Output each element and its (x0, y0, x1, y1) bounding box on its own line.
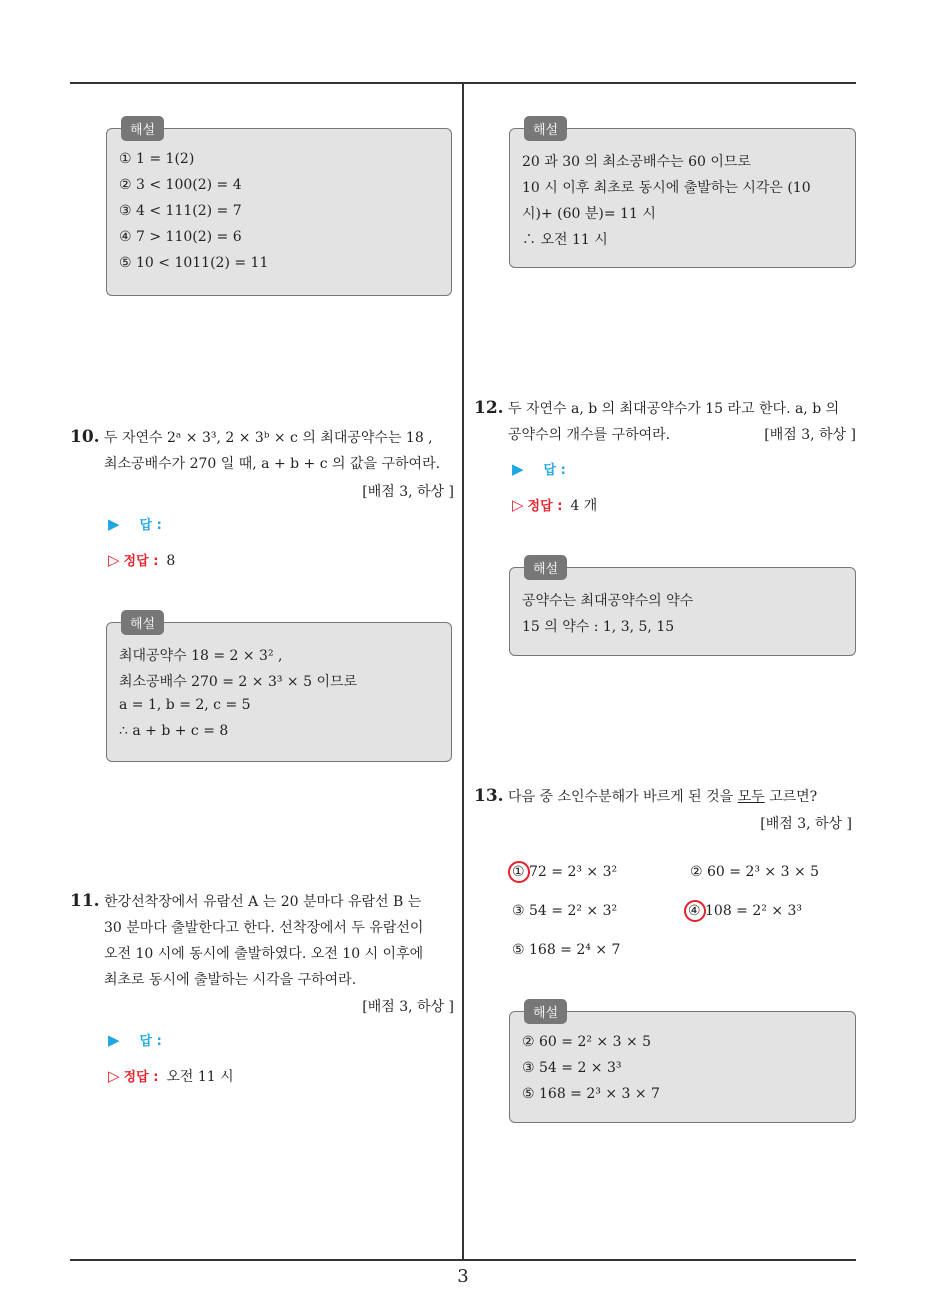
question-meta: [배점 3, 하상 ] (760, 816, 852, 832)
explanation-line: ① 1 = 1(2) (119, 151, 195, 167)
choice-1[interactable]: ① 72 = 2³ × 3² (512, 864, 618, 880)
question-text-underlined: 모두 (737, 789, 765, 805)
answer-label: 답 : (543, 463, 566, 478)
explanation-line: ② 3 < 100(2) = 4 (119, 177, 242, 193)
play-triangle-icon: ▶ (108, 1031, 120, 1049)
explanation-line: 최대공약수 18 = 2 × 3² , (119, 648, 283, 664)
answer-label: 답 : (139, 518, 162, 533)
answer-label: 답 : (139, 1034, 162, 1049)
correct-answer-row (108, 1066, 234, 1086)
question-number: 11. (70, 891, 100, 911)
explanation-line: ④ 7 > 110(2) = 6 (119, 229, 242, 245)
answer-row (108, 1030, 162, 1049)
explanation-line: 공약수는 최대공약수의 약수 (522, 593, 694, 609)
outline-triangle-icon: ▷ (108, 1067, 120, 1085)
question-13 (474, 783, 864, 810)
question-meta: [배점 3, 하상 ] (362, 999, 454, 1015)
answer-row (108, 514, 162, 533)
explanation-line: 15 의 약수 : 1, 3, 5, 15 (522, 619, 675, 635)
explanation-box-q11 (509, 123, 856, 268)
explanation-box-q9 (106, 123, 452, 296)
explanation-line: ∴ 오전 11 시 (522, 232, 608, 248)
explanation-line: ③ 54 = 2 × 3³ (522, 1060, 622, 1076)
question-text: 고르면? (764, 789, 818, 805)
question-text-line: 두 자연수 2ᵃ × 3³, 2 × 3ᵇ × c 의 최대공약수는 18 , (104, 430, 433, 446)
explanation-line: a = 1, b = 2, c = 5 (119, 697, 251, 713)
play-triangle-icon: ▶ (512, 460, 524, 478)
question-text-line: 최소공배수가 270 일 때, a + b + c 의 값을 구하여라. (104, 456, 441, 472)
choice-3[interactable]: ③ 54 = 2² × 3² (512, 903, 618, 919)
choice-5[interactable]: ⑤ 168 = 2⁴ × 7 (512, 942, 621, 958)
question-meta: [배점 3, 하상 ] (362, 484, 454, 500)
explanation-box-q12 (509, 562, 856, 656)
explanation-line: ② 60 = 2² × 3 × 5 (522, 1034, 652, 1050)
explanation-line: ∴ a + b + c = 8 (119, 723, 229, 739)
explanation-tag: 해설 (121, 610, 164, 635)
question-meta: [배점 3, 하상 ] (764, 427, 856, 443)
explanation-tag: 해설 (524, 116, 567, 141)
explanation-line: ③ 4 < 111(2) = 7 (119, 203, 242, 219)
question-number: 12. (474, 398, 504, 418)
question-number: 10. (70, 427, 100, 447)
outline-triangle-icon: ▷ (512, 496, 524, 514)
play-triangle-icon: ▶ (108, 515, 120, 533)
bottom-rule (70, 1259, 856, 1261)
question-10 (70, 424, 460, 477)
page-number: 3 (457, 1266, 469, 1287)
correct-answer-value: 4 개 (570, 498, 598, 514)
question-text-line: 공약수의 개수를 구하여라. (508, 427, 671, 443)
question-text-line: 오전 10 시에 동시에 출발하였다. 오전 10 시 이후에 (104, 946, 424, 962)
explanation-tag: 해설 (524, 999, 567, 1024)
question-number: 13. (474, 786, 504, 806)
explanation-line: 20 과 30 의 최소공배수는 60 이므로 (522, 154, 751, 170)
question-text-line: 최초로 동시에 출발하는 시각을 구하여라. (104, 972, 357, 988)
correct-answer-value: 8 (166, 553, 176, 569)
correct-answer-row (512, 495, 597, 515)
outline-triangle-icon: ▷ (108, 551, 120, 569)
question-11 (70, 888, 460, 993)
explanation-line: ⑤ 168 = 2³ × 3 × 7 (522, 1086, 660, 1102)
correct-answer-value: 오전 11 시 (166, 1069, 234, 1085)
explanation-line: ⑤ 10 < 1011(2) = 11 (119, 255, 269, 271)
answer-row (512, 459, 566, 478)
correct-label: 정답 : (123, 554, 159, 569)
correct-label: 정답 : (527, 499, 563, 514)
explanation-line: 최소공배수 270 = 2 × 3³ × 5 이므로 (119, 674, 358, 690)
explanation-tag: 해설 (524, 555, 567, 580)
explanation-line: 시)+ (60 분)= 11 시 (522, 206, 656, 222)
choice-2[interactable]: ② 60 = 2³ × 3 × 5 (690, 864, 820, 880)
choice-4[interactable]: ④ 108 = 2² × 3³ (688, 903, 803, 919)
correct-answer-row (108, 550, 175, 569)
correct-label: 정답 : (123, 1070, 159, 1085)
explanation-box-q13 (509, 1006, 856, 1123)
question-text-line: 한강선착장에서 유람선 A 는 20 분마다 유람선 B 는 (104, 894, 422, 910)
explanation-line: 10 시 이후 최초로 동시에 출발하는 시각은 (10 (522, 180, 811, 196)
column-divider (462, 82, 464, 1260)
question-text: 다음 중 소인수분해가 바르게 된 것을 (508, 789, 738, 805)
explanation-tag: 해설 (121, 116, 164, 141)
question-text-line: 두 자연수 a, b 의 최대공약수가 15 라고 한다. a, b 의 (508, 401, 840, 417)
question-text-line: 30 분마다 출발한다고 한다. 선착장에서 두 유람선이 (104, 920, 424, 936)
explanation-box-q10 (106, 617, 452, 762)
